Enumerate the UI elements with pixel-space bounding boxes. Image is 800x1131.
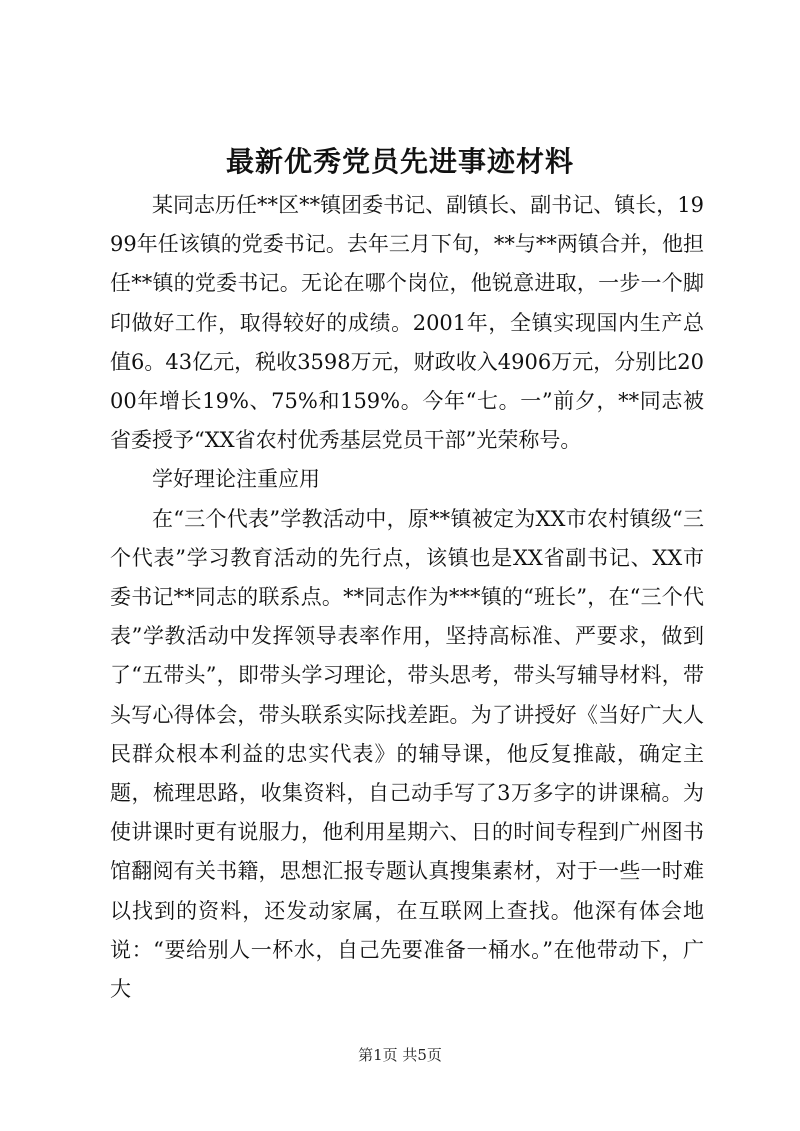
document-title: 最新优秀党员先进事迹材料 xyxy=(225,145,574,178)
body-paragraph: 在“三个代表”学教活动中，原**镇被定为XX市农村镇级“三个代表”学习教育活动的先行点，该镇也是XX省副书记、XX市委书记**同志的联系点。**同志作为***镇的“班长”，在“三个代表”学教活动中发挥领导表率作用，坚持高标准、严要求，做到了“五带头”，即带头学习理论，带头思考，带头写辅导材料，带头写心得体会，带头联系实际找差距。为了讲授好《当好广大人民群众根本利益的忠实代表》的辅导课，他反复推敲，确定主题，梳理思路，收集资料，自己动手写了3万多字的讲课稿。为使讲课时更有说服力，他利用星期六、日的时间专程到广州图书馆翻阅有关书籍，思想汇报专题认真搜集素材，对于一些一时难以找到的资料，还发动家属，在互联网上查找。他深有体会地说：“要给别人一杯水，自己先要准备一桶水。”在他带动下，广大 xyxy=(110,506,704,1002)
page-footer: 第1页 共5页 xyxy=(358,1046,442,1064)
section-heading: 学好理论注重应用 xyxy=(152,467,320,492)
intro-paragraph: 某同志历任**区**镇团委书记、副镇长、副书记、镇长，1999年任该镇的党委书记。去年三月下旬，**与**两镇合并，他担任**镇的党委书记。无论在哪个岗位，他锐意进取，一步一个脚印做好工作，取得较好的成绩。2001年，全镇实现国内生产总值6。43亿元，税收3598万元，财政收入4906万元，分别比2000年增长19%、75%和159%。今年“七。一”前夕，**同志被省委授予“XX省农村优秀基层党员干部”光荣称号。 xyxy=(110,193,704,453)
document-body xyxy=(110,186,704,1009)
